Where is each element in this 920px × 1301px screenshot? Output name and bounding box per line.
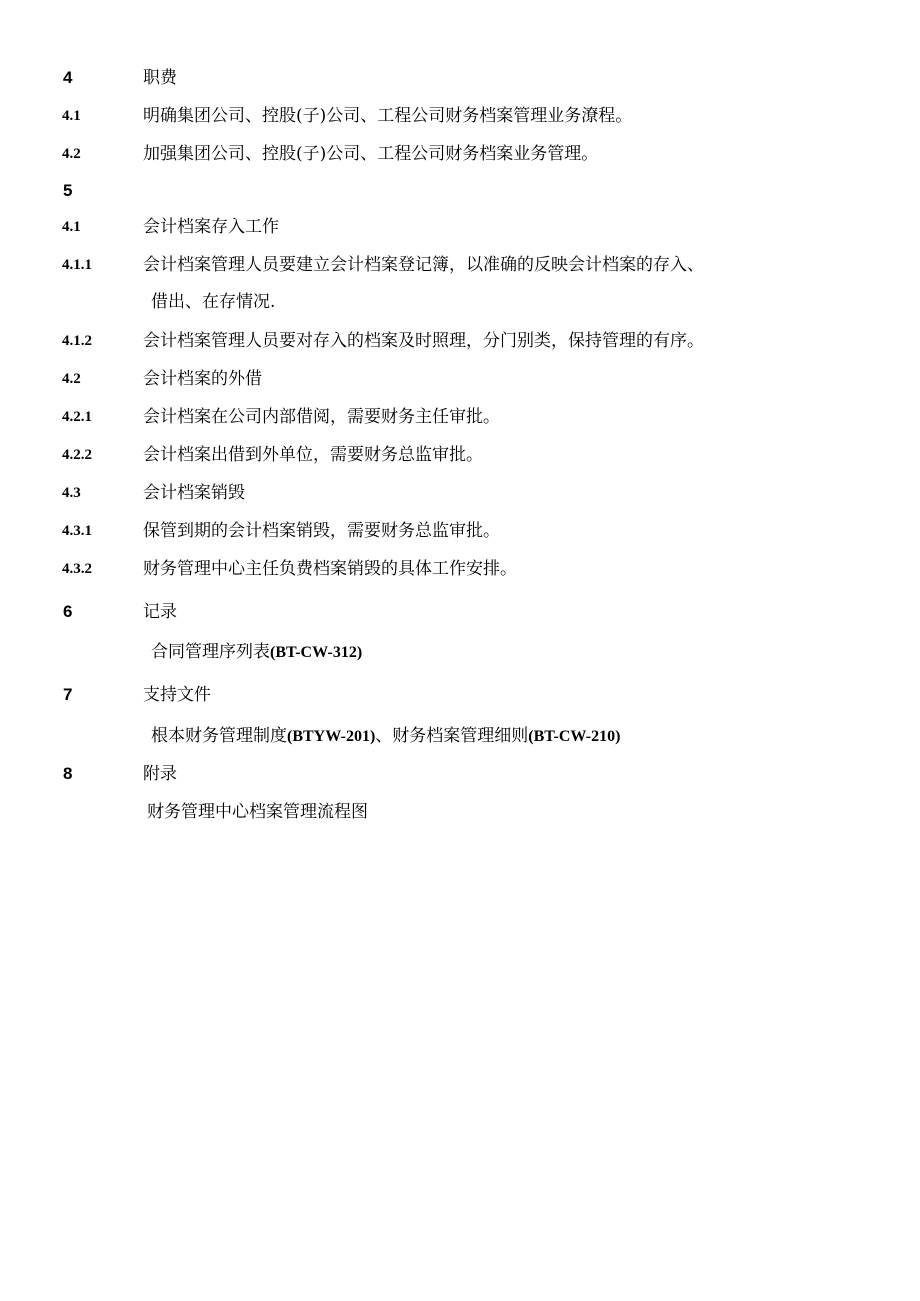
clause-number: 4.3.2 [62,561,92,577]
doc1-name: 根本财务管理制度 [151,726,287,746]
section-number: 7 [63,685,73,704]
section-6-item [0,639,920,665]
record-item-code: (BT-CW-312) [270,644,363,661]
record-item [151,639,362,666]
section-5-heading [0,178,920,204]
clause-text: 会计档案的外借 [143,369,262,389]
clause-text: 会计档案出借到外单位，需要财务总监审批。 [143,445,483,465]
doc2-name: 财务档案管理细则 [392,726,529,746]
clause-text-continuation: 借出、在存情况. [151,292,276,312]
clause-number: 4.2 [62,371,81,387]
clause-number: 4.2.2 [62,447,92,463]
section-number: 6 [63,602,73,621]
clause-5-3-2 [0,556,920,582]
clause-4-1 [0,103,920,129]
clause-number: 4.1 [62,219,81,235]
section-6-heading [0,599,920,625]
section-number: 8 [63,764,73,783]
clause-5-1-2 [0,328,920,354]
section-4-heading [0,65,920,91]
clause-text: 会计档案在公司内部借阅，需要财务主任审批。 [143,407,500,427]
doc1-code: (BTYW-201) [287,728,376,745]
clause-number: 4.1.1 [62,257,92,273]
section-title: 附录 [143,764,177,784]
clause-5-1-1-continuation [0,289,920,315]
clause-4-2 [0,141,920,167]
doc-separator: 、 [375,726,393,746]
section-number: 4 [63,68,73,87]
record-item-name: 合同管理序列表 [151,642,270,662]
clause-text: 会计档案管理人员要建立会计档案登记簿，以准确的反映会计档案的存入、 [143,255,704,275]
section-7-item [0,723,920,749]
section-7-heading [0,682,920,708]
section-title: 记录 [143,602,177,622]
section-8-heading [0,761,920,787]
section-title: 支持文件 [143,685,211,705]
section-number: 5 [63,181,73,200]
clause-number: 4.2 [62,146,81,162]
clause-5-2 [0,366,920,392]
clause-number: 4.3.1 [62,523,92,539]
clause-number: 4.1.2 [62,333,92,349]
clause-number: 4.3 [62,485,81,501]
clause-text: 会计档案存入工作 [143,217,279,237]
clause-5-2-1 [0,404,920,430]
clause-number: 4.1 [62,108,81,124]
doc2-code: (BT-CW-210) [528,728,621,745]
clause-text: 保管到期的会计档案销毁，需要财务总监审批。 [143,521,500,541]
section-title: 职费 [143,68,177,88]
clause-text: 会计档案销毁 [143,483,245,503]
clause-number: 4.2.1 [62,409,92,425]
section-8-item [0,799,920,825]
clause-5-3-1 [0,518,920,544]
clause-text: 明确集团公司、控股(子)公司、工程公司财务档案管理业务潦程。 [143,106,633,126]
appendix-item: 财务管理中心档案管理流程图 [147,802,368,822]
clause-5-1-1 [0,252,920,278]
clause-5-2-2 [0,442,920,468]
clause-text: 财务管理中心主任负费档案销毁的具体工作安排。 [143,559,517,579]
support-docs [151,723,620,750]
clause-5-1 [0,214,920,240]
clause-text: 会计档案管理人员要对存入的档案及时照理，分门别类，保持管理的有序。 [143,331,704,351]
clause-5-3 [0,480,920,506]
clause-text: 加强集团公司、控股(子)公司、工程公司财务档案业务管理。 [143,144,599,164]
